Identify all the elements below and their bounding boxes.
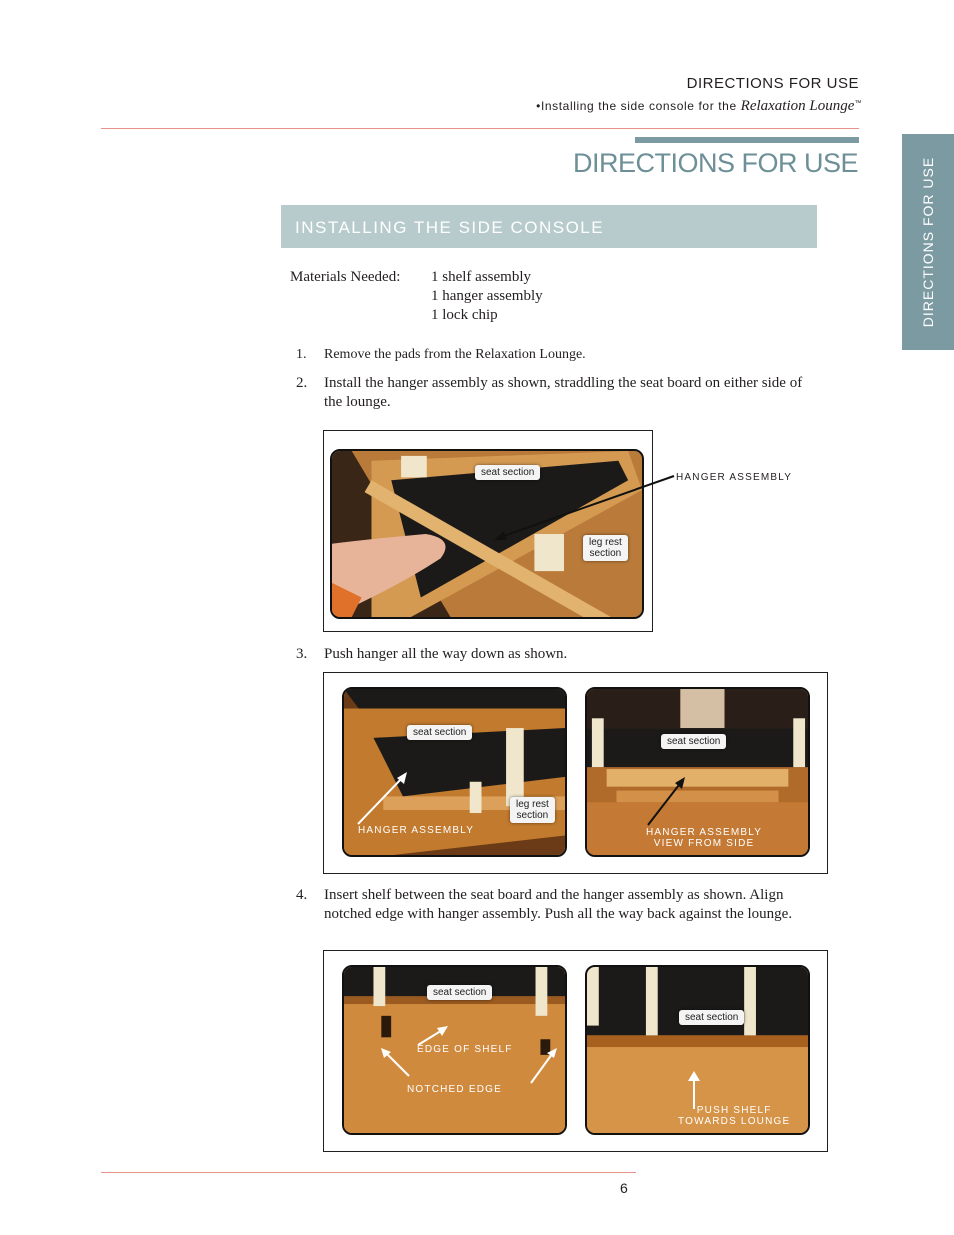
header-subtitle [536,98,862,115]
step-text: Install the hanger assembly as shown, straddling the seat board on either side of the lounge. [324,375,803,410]
push-shelf-caption: PUSH SHELF TOWARDS LOUNGE [678,1105,791,1127]
seat-section-label: seat section [661,734,726,749]
figure-3-frame [323,950,828,1152]
notched-edge-caption: NOTCHED EDGE [407,1084,502,1095]
material-item: 1 shelf assembly [431,269,531,285]
step-text: Insert shelf between the seat board and the hanger assembly as shown. Align notched edge with hanger assembly. Push all the way back against the lounge. [324,887,793,922]
section-header [281,205,817,248]
footer-rule [101,1172,636,1173]
step-number: 3. [296,646,308,662]
title-accent-bar [635,137,859,143]
material-item: 1 lock chip [431,307,498,323]
section-title: INSTALLING THE SIDE CONSOLE [295,218,605,237]
side-tab-label: DIRECTIONS FOR USE [920,156,936,328]
materials-items [431,268,543,325]
material-item: 1 hanger assembly [431,288,543,304]
seat-section-label: seat section [475,465,540,480]
step-number: 1. [296,347,307,362]
notched-edge-arrows [379,1046,559,1086]
header-subtitle-prefix: •Installing the side console for the [536,99,737,113]
step-text: Push hanger all the way down as shown. [324,646,568,662]
hanger-callout-arrow [490,470,680,545]
header-brand: Relaxation Lounge [740,98,855,114]
leg-rest-label: leg rest section [510,797,555,823]
side-tab [902,134,954,350]
seat-section-label: seat section [427,985,492,1000]
page-number: 6 [620,1180,628,1196]
hanger-assembly-caption: HANGER ASSEMBLY [358,825,475,836]
leg-rest-label: leg rest section [583,535,628,561]
header-trademark: ™ [854,100,862,107]
step-number: 4. [296,887,308,903]
seat-section-label: seat section [407,725,472,740]
figure-2-frame [323,672,828,874]
header-title: DIRECTIONS FOR USE [686,75,859,92]
seat-section-label: seat section [679,1010,744,1025]
hanger-arrow [354,768,414,828]
header-rule [101,128,859,129]
step-text: Remove the pads from the Relaxation Lounge. [324,347,586,362]
page-title: DIRECTIONS FOR USE [572,148,858,178]
hanger-side-caption: HANGER ASSEMBLY VIEW FROM SIDE [646,827,763,849]
hanger-side-arrow [644,773,689,828]
edge-of-shelf-caption: EDGE OF SHELF [417,1044,513,1055]
materials-label: Materials Needed: [290,269,401,285]
hanger-assembly-callout: HANGER ASSEMBLY [676,472,793,483]
step-number: 2. [296,375,308,391]
